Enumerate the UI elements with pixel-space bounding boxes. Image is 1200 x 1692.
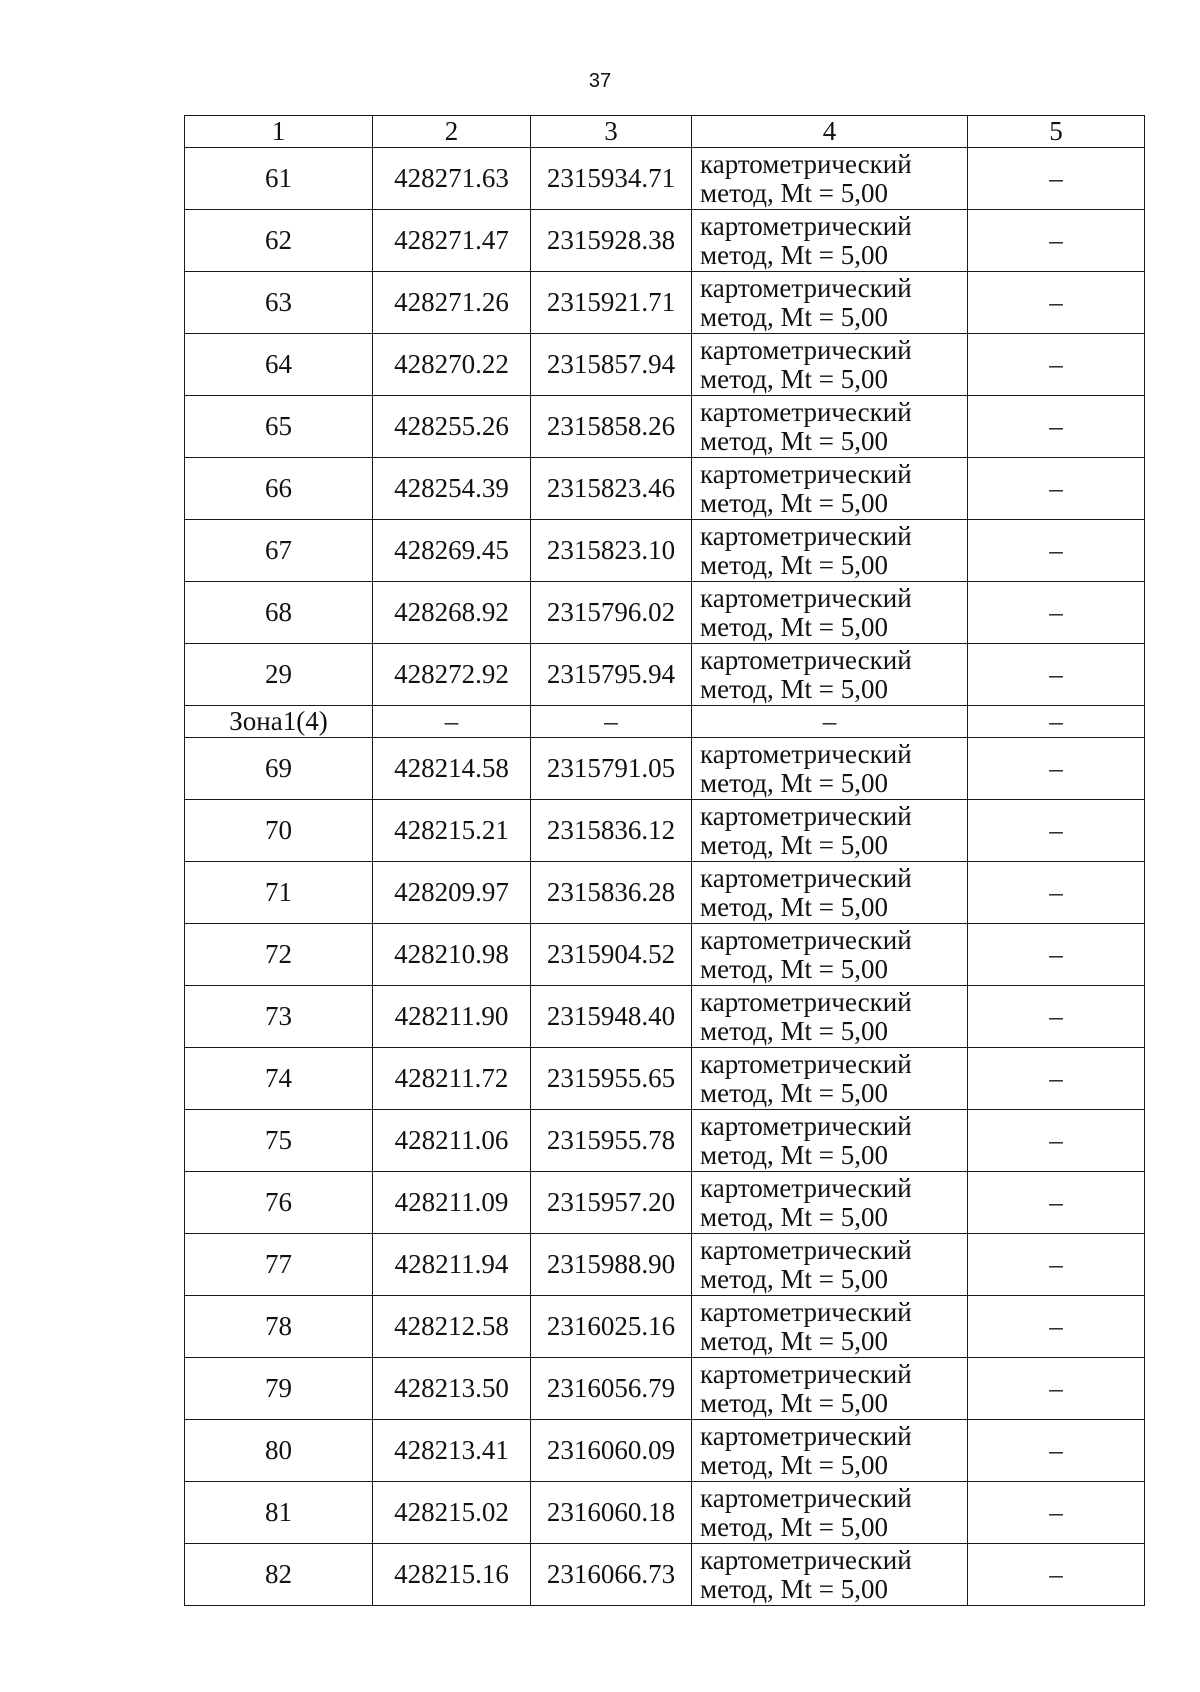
method-line-1: картометрический — [700, 738, 912, 769]
point-id-cell: 64 — [185, 334, 373, 396]
table-row — [185, 800, 1145, 862]
method-cell — [692, 148, 968, 210]
coordinates-table — [184, 115, 1145, 1606]
note-cell: – — [968, 1234, 1145, 1296]
y-coordinate-cell: 2316060.09 — [531, 1420, 692, 1482]
table-row — [185, 1048, 1145, 1110]
table-row — [185, 148, 1145, 210]
header-cell-3: 3 — [531, 116, 692, 148]
method-line-2: метод, Mt = 5,00 — [700, 953, 888, 984]
point-id-cell: 65 — [185, 396, 373, 458]
table-row — [185, 738, 1145, 800]
note-cell: – — [968, 1172, 1145, 1234]
table-row — [185, 396, 1145, 458]
method-line-1: картометрический — [700, 148, 912, 179]
method-line-2: метод, Mt = 5,00 — [700, 239, 888, 270]
method-line-1: картометрический — [700, 1420, 912, 1451]
note-cell: – — [968, 862, 1145, 924]
point-id-cell: 63 — [185, 272, 373, 334]
method-cell — [692, 1420, 968, 1482]
point-id-cell: 68 — [185, 582, 373, 644]
point-id-cell: 80 — [185, 1420, 373, 1482]
y-coordinate-cell: 2315796.02 — [531, 582, 692, 644]
method-line-1: картометрический — [700, 1296, 912, 1327]
method-line-1: картометрический — [700, 396, 912, 427]
y-coordinate-cell: 2315823.10 — [531, 520, 692, 582]
note-cell: – — [968, 1296, 1145, 1358]
point-id-cell: 29 — [185, 644, 373, 706]
point-id-cell: 76 — [185, 1172, 373, 1234]
method-line-2: метод, Mt = 5,00 — [700, 301, 888, 332]
method-line-2: метод, Mt = 5,00 — [700, 611, 888, 642]
method-line-2: метод, Mt = 5,00 — [700, 1263, 888, 1294]
y-coordinate-cell: 2315795.94 — [531, 644, 692, 706]
note-cell: – — [968, 458, 1145, 520]
note-cell: – — [968, 986, 1145, 1048]
x-coordinate-cell: 428214.58 — [373, 738, 531, 800]
x-coordinate-cell: 428269.45 — [373, 520, 531, 582]
note-cell: – — [968, 272, 1145, 334]
method-line-2: метод, Mt = 5,00 — [700, 1201, 888, 1232]
method-line-1: картометрический — [700, 210, 912, 241]
table-row — [185, 1420, 1145, 1482]
method-line-1: картометрический — [700, 458, 912, 489]
table-row — [185, 1358, 1145, 1420]
y-coordinate-cell: 2316066.73 — [531, 1544, 692, 1606]
zone-method-cell: – — [692, 706, 968, 738]
x-coordinate-cell: 428212.58 — [373, 1296, 531, 1358]
method-cell — [692, 986, 968, 1048]
y-coordinate-cell: 2315957.20 — [531, 1172, 692, 1234]
method-line-1: картометрический — [700, 582, 912, 613]
point-id-cell: 81 — [185, 1482, 373, 1544]
point-id-cell: 78 — [185, 1296, 373, 1358]
table-row — [185, 582, 1145, 644]
method-line-2: метод, Mt = 5,00 — [700, 425, 888, 456]
y-coordinate-cell: 2315955.78 — [531, 1110, 692, 1172]
method-cell — [692, 1296, 968, 1358]
zone-y-cell: – — [531, 706, 692, 738]
method-line-1: картометрический — [700, 1048, 912, 1079]
x-coordinate-cell: 428215.21 — [373, 800, 531, 862]
point-id-cell: 69 — [185, 738, 373, 800]
method-line-2: метод, Mt = 5,00 — [700, 1015, 888, 1046]
note-cell: – — [968, 1110, 1145, 1172]
method-cell — [692, 1358, 968, 1420]
method-cell — [692, 210, 968, 272]
table-row — [185, 1172, 1145, 1234]
method-line-2: метод, Mt = 5,00 — [700, 1077, 888, 1108]
x-coordinate-cell: 428271.26 — [373, 272, 531, 334]
x-coordinate-cell: 428213.41 — [373, 1420, 531, 1482]
method-line-2: метод, Mt = 5,00 — [700, 829, 888, 860]
note-cell: – — [968, 1544, 1145, 1606]
x-coordinate-cell: 428211.90 — [373, 986, 531, 1048]
method-line-1: картометрический — [700, 1110, 912, 1141]
zone-row — [185, 706, 1145, 738]
point-id-cell: 82 — [185, 1544, 373, 1606]
page-number: 37 — [588, 70, 612, 92]
note-cell: – — [968, 738, 1145, 800]
table-header-row — [185, 116, 1145, 148]
x-coordinate-cell: 428272.92 — [373, 644, 531, 706]
method-cell — [692, 458, 968, 520]
note-cell: – — [968, 1358, 1145, 1420]
x-coordinate-cell: 428213.50 — [373, 1358, 531, 1420]
point-id-cell: 75 — [185, 1110, 373, 1172]
x-coordinate-cell: 428210.98 — [373, 924, 531, 986]
header-cell-2: 2 — [373, 116, 531, 148]
zone-label: Зона1(4) — [185, 706, 373, 738]
x-coordinate-cell: 428215.02 — [373, 1482, 531, 1544]
method-line-1: картометрический — [700, 1544, 912, 1575]
method-cell — [692, 396, 968, 458]
method-line-2: метод, Mt = 5,00 — [700, 1387, 888, 1418]
y-coordinate-cell: 2316056.79 — [531, 1358, 692, 1420]
note-cell: – — [968, 644, 1145, 706]
y-coordinate-cell: 2315988.90 — [531, 1234, 692, 1296]
point-id-cell: 72 — [185, 924, 373, 986]
table-row — [185, 1544, 1145, 1606]
method-line-1: картометрический — [700, 1482, 912, 1513]
point-id-cell: 74 — [185, 1048, 373, 1110]
x-coordinate-cell: 428211.72 — [373, 1048, 531, 1110]
method-line-2: метод, Mt = 5,00 — [700, 1573, 888, 1604]
method-line-1: картометрический — [700, 1172, 912, 1203]
method-line-1: картометрический — [700, 272, 912, 303]
x-coordinate-cell: 428271.47 — [373, 210, 531, 272]
method-line-2: метод, Mt = 5,00 — [700, 487, 888, 518]
table-row — [185, 272, 1145, 334]
method-cell — [692, 334, 968, 396]
method-cell — [692, 1110, 968, 1172]
header-cell-4: 4 — [692, 116, 968, 148]
method-line-2: метод, Mt = 5,00 — [700, 363, 888, 394]
method-cell — [692, 1172, 968, 1234]
method-cell — [692, 1482, 968, 1544]
point-id-cell: 79 — [185, 1358, 373, 1420]
note-cell: – — [968, 520, 1145, 582]
table-row — [185, 210, 1145, 272]
method-line-2: метод, Mt = 5,00 — [700, 1325, 888, 1356]
method-line-2: метод, Mt = 5,00 — [700, 549, 888, 580]
y-coordinate-cell: 2315857.94 — [531, 334, 692, 396]
method-line-1: картометрический — [700, 1234, 912, 1265]
x-coordinate-cell: 428211.94 — [373, 1234, 531, 1296]
table-row — [185, 1482, 1145, 1544]
method-line-2: метод, Mt = 5,00 — [700, 1139, 888, 1170]
x-coordinate-cell: 428268.92 — [373, 582, 531, 644]
table-row — [185, 1296, 1145, 1358]
x-coordinate-cell: 428215.16 — [373, 1544, 531, 1606]
y-coordinate-cell: 2315791.05 — [531, 738, 692, 800]
y-coordinate-cell: 2316060.18 — [531, 1482, 692, 1544]
y-coordinate-cell: 2315921.71 — [531, 272, 692, 334]
table-row — [185, 862, 1145, 924]
y-coordinate-cell: 2315823.46 — [531, 458, 692, 520]
table-row — [185, 986, 1145, 1048]
method-cell — [692, 272, 968, 334]
y-coordinate-cell: 2315858.26 — [531, 396, 692, 458]
table-row — [185, 458, 1145, 520]
method-line-1: картометрический — [700, 924, 912, 955]
note-cell: – — [968, 396, 1145, 458]
method-cell — [692, 644, 968, 706]
point-id-cell: 70 — [185, 800, 373, 862]
table-row — [185, 1234, 1145, 1296]
method-line-1: картометрический — [700, 862, 912, 893]
method-line-1: картометрический — [700, 520, 912, 551]
method-line-1: картометрический — [700, 1358, 912, 1389]
note-cell: – — [968, 1048, 1145, 1110]
note-cell: – — [968, 800, 1145, 862]
method-line-2: метод, Mt = 5,00 — [700, 767, 888, 798]
y-coordinate-cell: 2315928.38 — [531, 210, 692, 272]
method-cell — [692, 582, 968, 644]
point-id-cell: 67 — [185, 520, 373, 582]
y-coordinate-cell: 2315934.71 — [531, 148, 692, 210]
method-cell — [692, 1544, 968, 1606]
method-cell — [692, 1048, 968, 1110]
x-coordinate-cell: 428255.26 — [373, 396, 531, 458]
method-line-2: метод, Mt = 5,00 — [700, 1511, 888, 1542]
table-row — [185, 1110, 1145, 1172]
point-id-cell: 73 — [185, 986, 373, 1048]
zone-x-cell: – — [373, 706, 531, 738]
method-line-2: метод, Mt = 5,00 — [700, 1449, 888, 1480]
x-coordinate-cell: 428211.09 — [373, 1172, 531, 1234]
method-line-1: картометрический — [700, 800, 912, 831]
y-coordinate-cell: 2315955.65 — [531, 1048, 692, 1110]
x-coordinate-cell: 428209.97 — [373, 862, 531, 924]
y-coordinate-cell: 2315948.40 — [531, 986, 692, 1048]
point-id-cell: 77 — [185, 1234, 373, 1296]
x-coordinate-cell: 428254.39 — [373, 458, 531, 520]
point-id-cell: 66 — [185, 458, 373, 520]
method-cell — [692, 800, 968, 862]
table-row — [185, 644, 1145, 706]
method-cell — [692, 862, 968, 924]
note-cell: – — [968, 148, 1145, 210]
point-id-cell: 61 — [185, 148, 373, 210]
method-line-1: картометрический — [700, 986, 912, 1017]
method-cell — [692, 520, 968, 582]
point-id-cell: 71 — [185, 862, 373, 924]
header-cell-5: 5 — [968, 116, 1145, 148]
method-line-1: картометрический — [700, 334, 912, 365]
note-cell: – — [968, 924, 1145, 986]
x-coordinate-cell: 428271.63 — [373, 148, 531, 210]
header-cell-1: 1 — [185, 116, 373, 148]
method-cell — [692, 738, 968, 800]
y-coordinate-cell: 2316025.16 — [531, 1296, 692, 1358]
method-line-1: картометрический — [700, 644, 912, 675]
x-coordinate-cell: 428211.06 — [373, 1110, 531, 1172]
note-cell: – — [968, 582, 1145, 644]
y-coordinate-cell: 2315904.52 — [531, 924, 692, 986]
x-coordinate-cell: 428270.22 — [373, 334, 531, 396]
note-cell: – — [968, 1420, 1145, 1482]
table-row — [185, 334, 1145, 396]
method-cell — [692, 924, 968, 986]
y-coordinate-cell: 2315836.28 — [531, 862, 692, 924]
note-cell: – — [968, 334, 1145, 396]
note-cell: – — [968, 210, 1145, 272]
point-id-cell: 62 — [185, 210, 373, 272]
table-row — [185, 520, 1145, 582]
method-line-2: метод, Mt = 5,00 — [700, 673, 888, 704]
table-body — [185, 116, 1145, 1606]
note-cell: – — [968, 1482, 1145, 1544]
zone-note-cell: – — [968, 706, 1145, 738]
method-cell — [692, 1234, 968, 1296]
table-row — [185, 924, 1145, 986]
y-coordinate-cell: 2315836.12 — [531, 800, 692, 862]
method-line-2: метод, Mt = 5,00 — [700, 891, 888, 922]
method-line-2: метод, Mt = 5,00 — [700, 177, 888, 208]
